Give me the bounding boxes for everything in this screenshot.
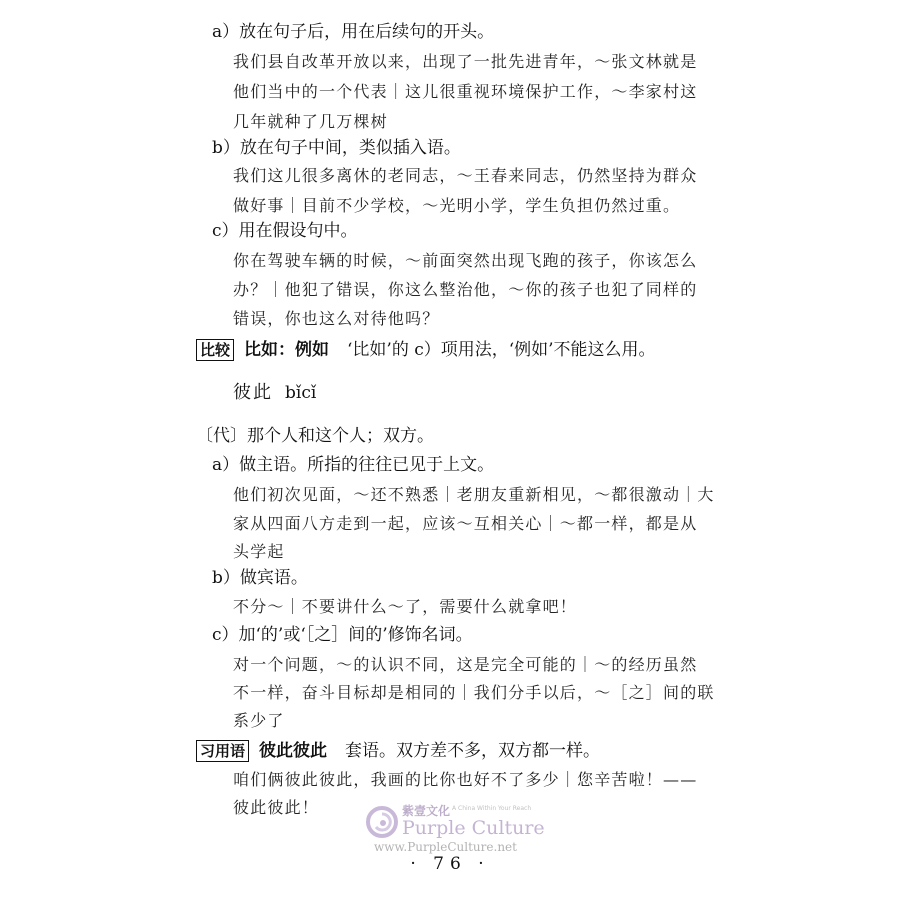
compare-text: ‘比如’的 c）项用法，‘例如’不能这么用。 bbox=[347, 340, 656, 360]
idiom-note bbox=[196, 740, 600, 762]
example-line: 咱们俩彼此彼此，我画的比你也好不了多少｜您辛苦啦！—— bbox=[233, 770, 698, 789]
purple-culture-logo-icon bbox=[366, 806, 398, 838]
example-line: 家从四面八方走到一起，应该～互相关心｜～都一样，都是从 bbox=[233, 514, 698, 533]
example-line: 彼此彼此！ bbox=[233, 798, 320, 817]
page-number: · 76 · bbox=[410, 854, 490, 874]
watermark-url: www.PurpleCulture.net bbox=[374, 840, 517, 854]
watermark bbox=[366, 802, 566, 858]
idiom-tag: 习用语 bbox=[196, 740, 249, 762]
example-line: 头学起 bbox=[233, 542, 285, 561]
example-line: 我们这儿很多离休的老同志，～王春来同志，仍然坚持为群众 bbox=[233, 166, 698, 185]
usage-a-heading: a）做主语。所指的往往已见于上文。 bbox=[212, 455, 495, 475]
watermark-tagline: A China Within Your Reach bbox=[452, 805, 532, 812]
example-line: 对一个问题，～的认识不同，这是完全可能的｜～的经历虽然 bbox=[233, 655, 698, 674]
entry-headword bbox=[233, 382, 316, 404]
entry-word: 彼此 bbox=[233, 382, 273, 403]
example-line: 系少了 bbox=[233, 711, 285, 730]
watermark-name: Purple Culture bbox=[402, 817, 545, 839]
compare-pair: 比如：例如 bbox=[244, 340, 330, 360]
example-line: 他们当中的一个代表｜这儿很重视环境保护工作，～李家村这 bbox=[233, 82, 698, 101]
idiom-text: 套语。双方差不多，双方都一样。 bbox=[345, 741, 601, 761]
entry-pinyin: bǐcǐ bbox=[285, 383, 317, 403]
example-line: 做好事｜目前不少学校，～光明小学，学生负担仍然过重。 bbox=[233, 196, 681, 215]
example-line: 我们县自改革开放以来，出现了一批先进青年，～张文林就是 bbox=[233, 52, 698, 71]
idiom-phrase: 彼此彼此 bbox=[259, 741, 328, 761]
example-line: 你在驾驶车辆的时候，～前面突然出现飞跑的孩子，你该怎么 bbox=[233, 251, 698, 270]
usage-b-heading: b）做宾语。 bbox=[212, 568, 308, 588]
usage-b-heading: b）放在句子中间，类似插入语。 bbox=[212, 138, 461, 158]
compare-tag: 比较 bbox=[196, 339, 234, 361]
example-line: 错误，你也这么对待他吗？ bbox=[233, 309, 440, 328]
example-line: 几年就种了几万棵树 bbox=[233, 112, 388, 131]
usage-a-heading: a）放在句子后，用在后续句的开头。 bbox=[212, 22, 495, 42]
example-line: 不分～｜不要讲什么～了，需要什么就拿吧！ bbox=[233, 597, 578, 616]
watermark-cn: 紫壹文化 bbox=[402, 804, 451, 818]
part-of-speech-definition: 〔代〕那个人和这个人；双方。 bbox=[196, 426, 434, 446]
example-line: 不一样，奋斗目标却是相同的｜我们分手以后，～［之］间的联 bbox=[233, 683, 715, 702]
compare-note bbox=[196, 339, 656, 361]
usage-c-heading: c）加‘的’或‘［之］间的’修饰名词。 bbox=[212, 625, 473, 645]
example-line: 他们初次见面，～还不熟悉｜老朋友重新相见，～都很激动｜大 bbox=[233, 485, 715, 504]
usage-c-heading: c）用在假设句中。 bbox=[212, 221, 358, 241]
example-line: 办？｜他犯了错误，你这么整治他，～你的孩子也犯了同样的 bbox=[233, 280, 698, 299]
